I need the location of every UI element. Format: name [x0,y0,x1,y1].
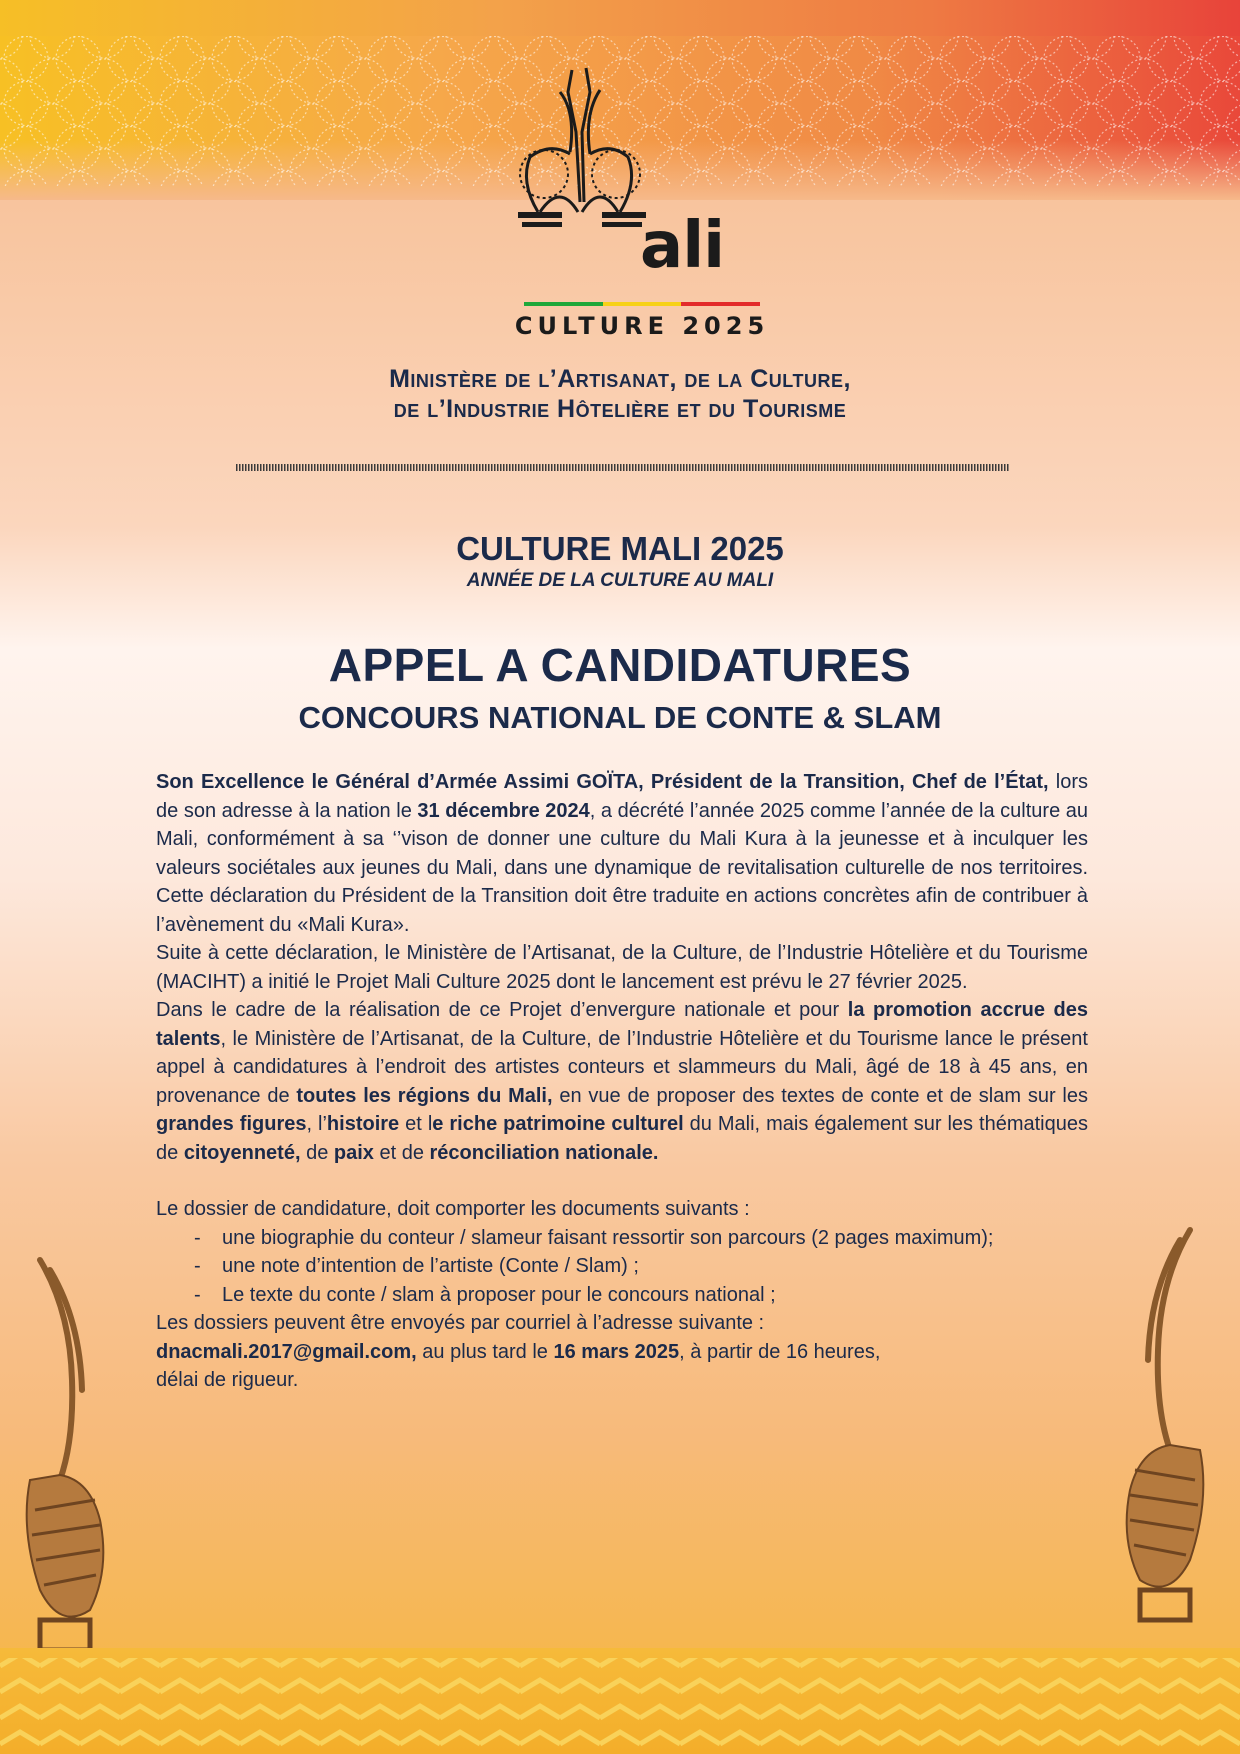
ministry-line-2: de l’Industrie Hôtelière et du Tourisme [393,395,847,423]
paragraph-call [156,996,1088,1167]
paragraph-decree [156,768,1088,939]
bold-text: citoyenneté, [183,1141,301,1164]
logo-wordmark: ali [640,209,725,283]
spacer [156,1167,1088,1195]
chiwara-mask-left-icon [0,1250,120,1670]
text-run: Dans le cadre de la réalisation de ce Projet d’envergure nationale et pour [156,999,848,1021]
zigzag-pattern [0,1648,1240,1754]
send-intro: Les dossiers peuvent être envoyés par courriel à l’adresse suivante : [156,1312,765,1334]
list-item: - Le texte du conte / slam à proposer pour le concours national ; [194,1281,1088,1310]
deadline-note: délai de rigueur. [156,1369,299,1391]
top-color-strip [0,0,1240,36]
logo-tagline: CULTURE 2025 [514,312,770,340]
body-text [156,768,1088,1395]
heading-subtitle: ANNÉE DE LA CULTURE AU MALI [466,570,774,591]
paragraph-project: Suite à cette déclaration, le Ministère de l’Artisanat, de la Culture, de l’Industrie Hôtelière et du Tourisme (MACIHT) a initié le Projet Mali Culture 2025 dont le lancement est prévu le 27 février 2025. [156,942,1088,993]
document-list [156,1224,1088,1310]
bold-text: la promotion accrue des talents [156,999,1088,1050]
text-run: , à partir de 16 heures, [679,1340,881,1363]
bold-text: Son Excellence le Général d’Armée Assimi GOÏTA, Président de la Transition, Chef de l’État, [156,771,1049,793]
dossier-intro: Le dossier de candidature, doit comporter les documents suivants : [156,1198,750,1220]
text-run: du Mali, mais également sur les thématiques de [156,1113,1088,1164]
list-item: - une biographie du conteur / slameur faisant ressortir son parcours (2 pages maximum); [194,1224,1088,1253]
bold-text: paix [333,1141,374,1164]
heading-appel: APPEL A CANDIDATURES [328,639,912,691]
text-run: lors de son adresse à la nation le [156,771,1088,822]
bold-text: 31 décembre 2024 [417,799,590,822]
bold-text: histoire [326,1113,400,1135]
bold-text: dnacmali.2017@gmail.com, [156,1340,417,1363]
bold-text: toutes les régions du Mali, [296,1084,553,1107]
bold-text: réconciliation nationale. [429,1141,659,1164]
heading-concours: CONCOURS NATIONAL DE CONTE & SLAM [298,700,942,735]
text-run: , a décrété l’année 2025 comme l’année de la culture au Mali, conformément à sa ‘’vison de donner une culture du Mali Kura à la jeunesse et à inculquer les valeurs sociétales aux jeunes du Mali, dans une dynamique de revitalisation culturelle de nos territoires. Cette déclaration du Président de la Transition doit être traduite en actions concrètes afin de contribuer à l’avènement du «Mali Kura». [156,799,1089,936]
bold-text: 16 mars 2025 [553,1340,680,1363]
ministry-name [0,364,1240,424]
text-run: de [300,1141,334,1164]
text-run: au plus tard le [416,1340,554,1363]
bold-text: grandes figures [156,1113,307,1135]
text-run: , le Ministère de l’Artisanat, de la Culture, de l’Industrie Hôtelière et du Tourisme lance le présent appel à candidatures à l’endroit des artistes conteurs et slammeurs du Mali, âgé de 18 à 45 ans, en provenance de [156,1027,1088,1107]
flag-red [681,302,760,306]
email-deadline [156,1338,1088,1367]
text-run: et de [373,1141,430,1164]
heading-year: CULTURE MALI 2025 [456,530,784,567]
bold-text: e riche patrimoine culturel [432,1113,684,1135]
list-item: - une note d’intention de l’artiste (Conte / Slam) ; [194,1252,1088,1281]
flag-color-bar [524,302,760,306]
text-run: , l’ [306,1113,327,1135]
chiwara-mask-right-icon [1110,1220,1230,1640]
flag-green [524,302,603,306]
flag-yellow [603,302,682,306]
dotted-separator [236,464,1010,471]
text-run: et l [399,1113,433,1135]
ministry-line-1: Ministère de l’Artisanat, de la Culture, [389,365,851,393]
text-run: en vue de proposer des textes de conte et de slam sur les [552,1084,1088,1107]
